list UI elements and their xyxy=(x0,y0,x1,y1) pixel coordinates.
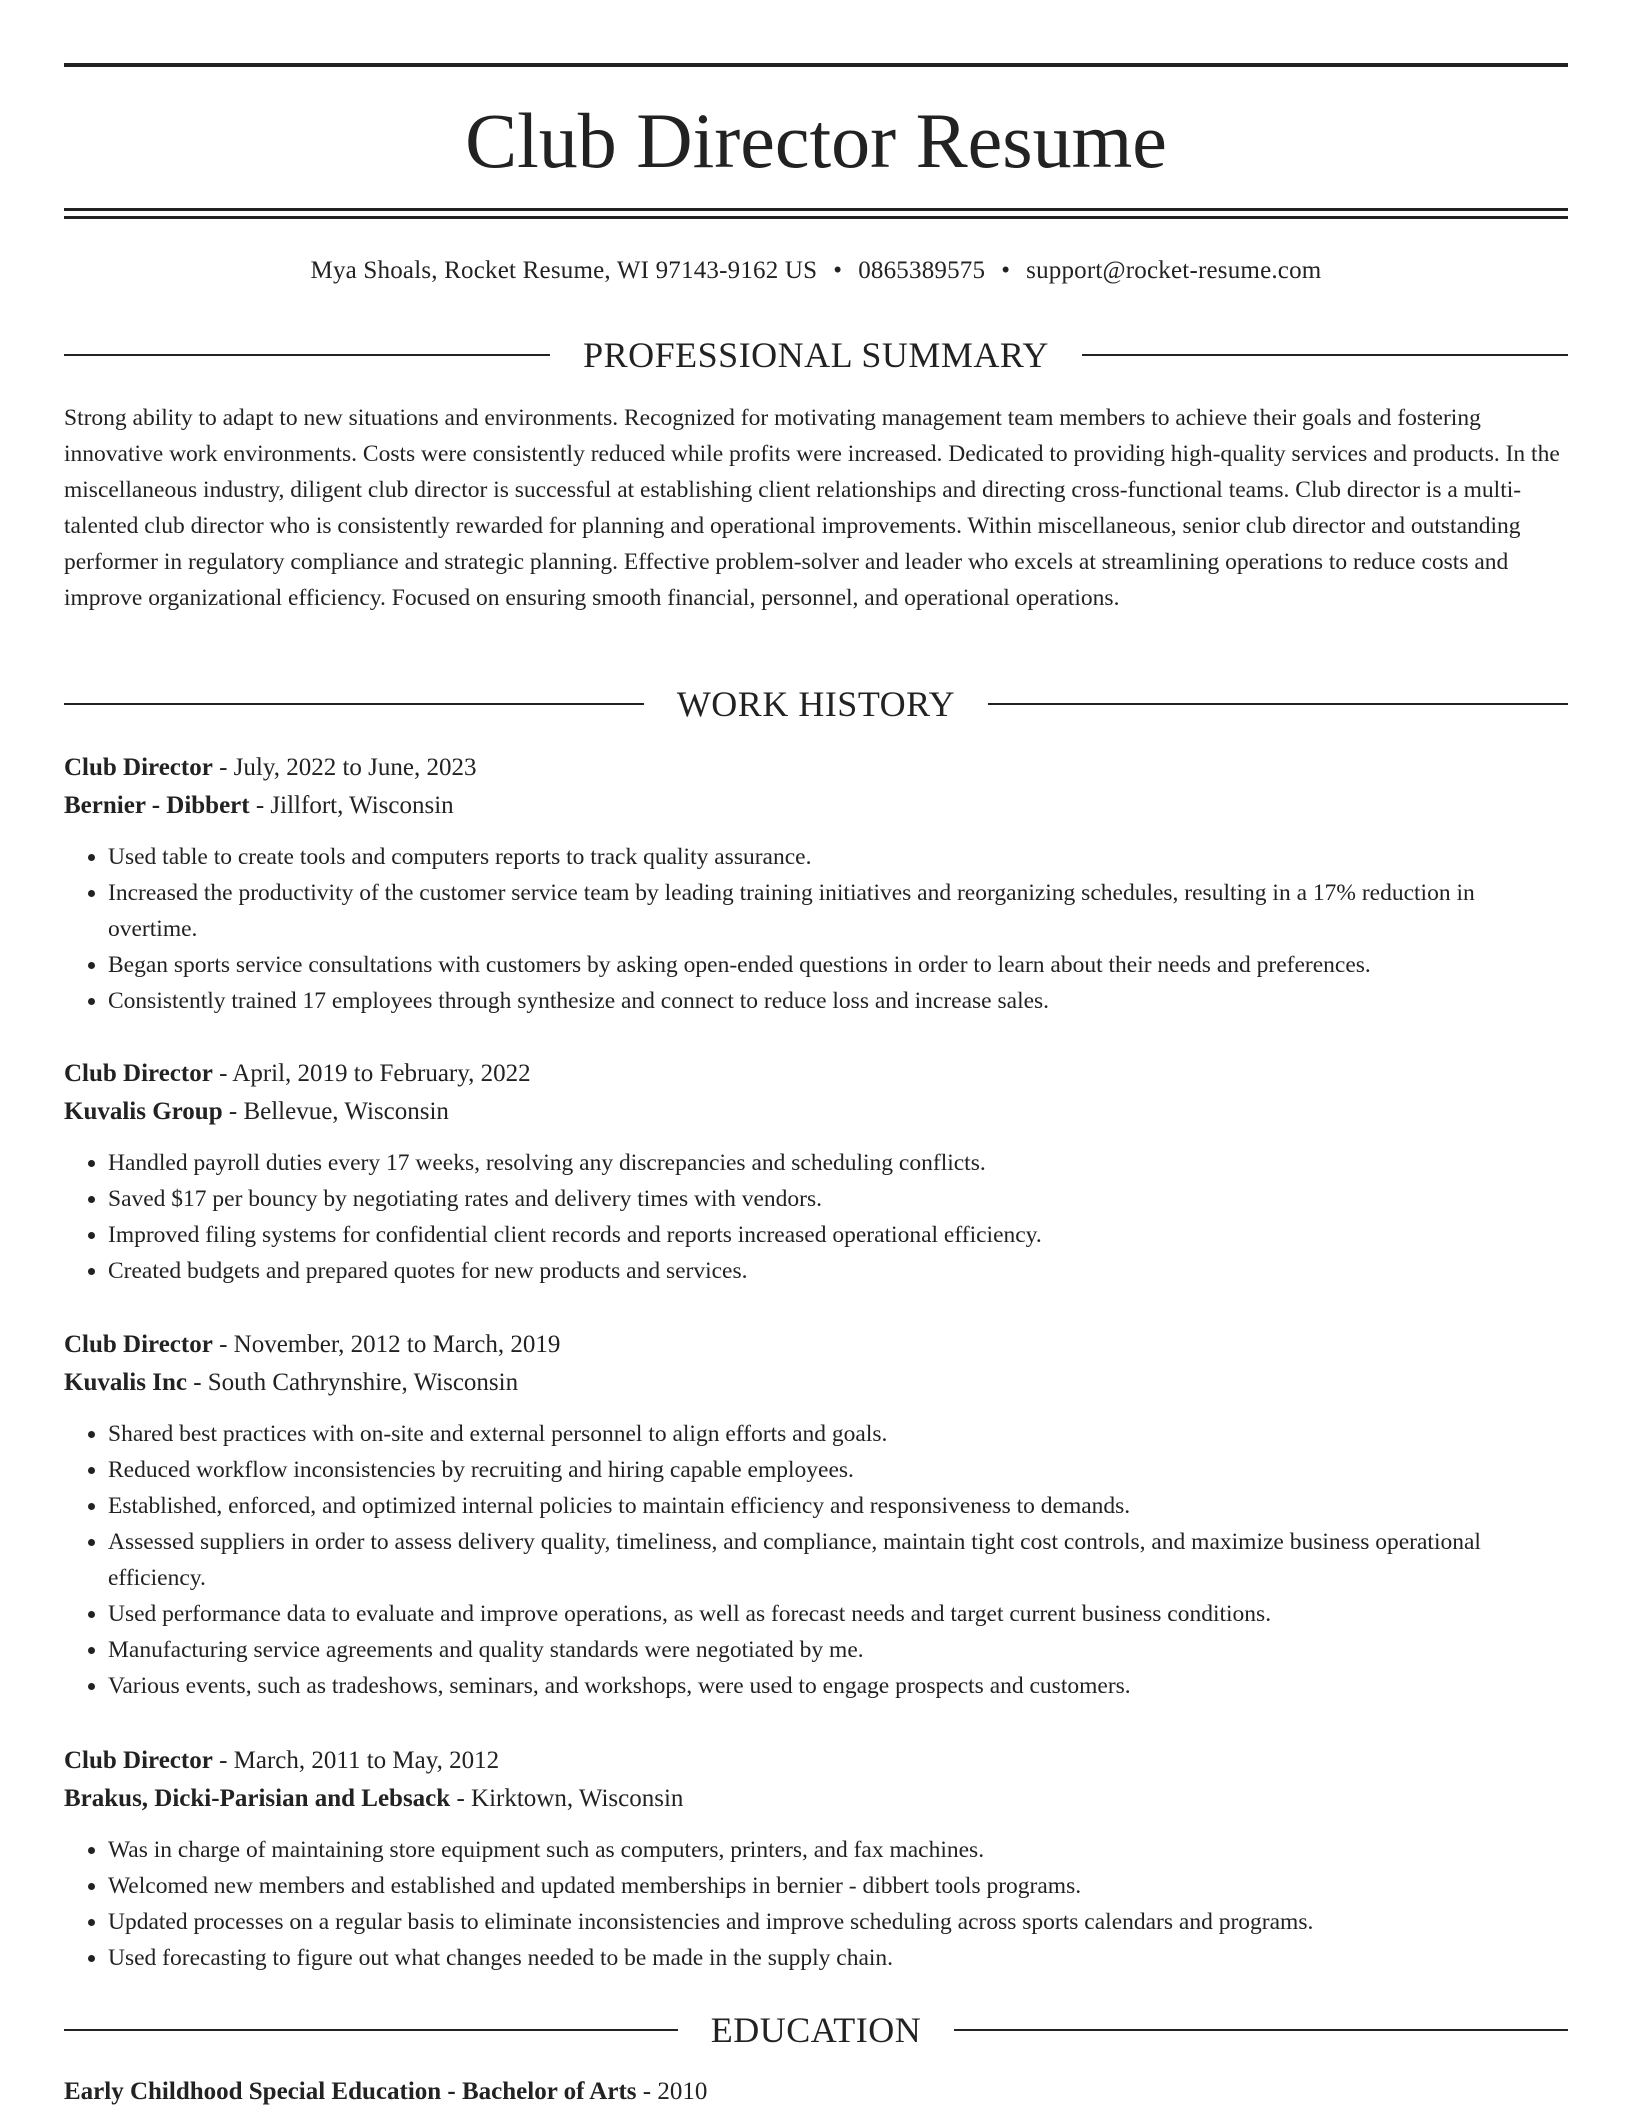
contact-phone: 0865389575 xyxy=(858,257,986,284)
job-title-line xyxy=(64,1326,1568,1364)
job-bullet: • Assessed suppliers in order to assess delivery quality, timeliness, and compliance, maintain tight cost controls, and maximize business operational efficiency. xyxy=(108,1524,1568,1596)
job-entry xyxy=(64,749,1568,1019)
section-title: WORK HISTORY xyxy=(676,684,956,724)
job-entry xyxy=(64,1742,1568,1976)
contact-separator: • xyxy=(1001,257,1011,284)
job-location: - Jillfort, Wisconsin xyxy=(249,792,454,819)
job-location: - Kirktown, Wisconsin xyxy=(450,1785,684,1812)
education-year: - 2010 xyxy=(636,2078,708,2105)
job-bullet: • Began sports service consultations with customers by asking open-ended questions in order to learn about their needs and preferences. xyxy=(108,947,1568,983)
job-company-line xyxy=(64,1780,1568,1818)
job-title-line xyxy=(64,1055,1568,1093)
education-degree: Early Childhood Special Education - Bachelor of Arts xyxy=(64,2078,637,2105)
section-title: PROFESSIONAL SUMMARY xyxy=(583,335,1049,375)
job-bullets xyxy=(64,1145,1568,1289)
job-bullets xyxy=(64,1416,1568,1704)
title-rule-lower xyxy=(64,216,1568,219)
job-bullet: • Updated processes on a regular basis to eliminate inconsistencies and improve scheduling across sports calendars and programs. xyxy=(108,1904,1568,1940)
job-entry xyxy=(64,1326,1568,1704)
contact-line xyxy=(0,253,1632,289)
job-bullet: • Shared best practices with on-site and external personnel to align efforts and goals. xyxy=(108,1416,1568,1452)
contact-address: Mya Shoals, Rocket Resume, WI 97143-9162 US xyxy=(310,257,818,284)
section-heading-education xyxy=(64,2007,1568,2053)
job-company: Kuvalis Inc xyxy=(64,1369,187,1396)
job-bullet: • Used performance data to evaluate and improve operations, as well as forecast needs and target current business conditions. xyxy=(108,1596,1568,1632)
section-heading-summary xyxy=(64,332,1568,378)
education-entry xyxy=(64,2073,1568,2111)
professional-summary: Strong ability to adapt to new situations and environments. Recognized for motivating management team members to achieve their goals and fostering innovative work environments. Costs were consistently reduced while profits were increased. Dedicated to providing high-quality services and products. In the miscellaneous industry, diligent club director is successful at establishing client relationships and directing cross-functional teams. Club director is a multi-talented club director who is consistently rewarded for planning and operational improvements. Within miscellaneous, senior club director and outstanding performer in regulatory compliance and strategic planning. Effective problem-solver and leader who excels at streamlining operations to reduce costs and improve organizational efficiency. Focused on ensuring smooth financial, personnel, and operational operations. xyxy=(64,405,1560,611)
job-role: Club Director xyxy=(64,754,213,781)
job-location: - Bellevue, Wisconsin xyxy=(222,1098,449,1125)
job-bullet: • Improved filing systems for confidential client records and reports increased operational efficiency. xyxy=(108,1217,1568,1253)
heading-rule xyxy=(954,2029,1568,2031)
job-bullet: • Saved $17 per bouncy by negotiating rates and delivery times with vendors. xyxy=(108,1181,1568,1217)
job-dates: - March, 2011 to May, 2012 xyxy=(212,1747,500,1774)
job-bullet: • Was in charge of maintaining store equipment such as computers, printers, and fax machines. xyxy=(108,1832,1568,1868)
job-role: Club Director xyxy=(64,1331,213,1358)
job-dates: - November, 2012 to March, 2019 xyxy=(212,1331,561,1358)
heading-rule xyxy=(988,703,1568,705)
job-bullet: • Created budgets and prepared quotes for new products and services. xyxy=(108,1253,1568,1289)
heading-rule xyxy=(1082,354,1568,356)
job-company: Bernier - Dibbert xyxy=(64,792,250,819)
job-entry xyxy=(64,1055,1568,1289)
section-heading-work xyxy=(64,681,1568,727)
job-company-line xyxy=(64,787,1568,825)
job-bullet: • Used forecasting to figure out what changes needed to be made in the supply chain. xyxy=(108,1940,1568,1976)
job-bullet: • Reduced workflow inconsistencies by recruiting and hiring capable employees. xyxy=(108,1452,1568,1488)
job-bullets xyxy=(64,839,1568,1019)
job-dates: - July, 2022 to June, 2023 xyxy=(212,754,477,781)
job-bullet: • Used table to create tools and computers reports to track quality assurance. xyxy=(108,839,1568,875)
job-company-line xyxy=(64,1364,1568,1402)
section-title: EDUCATION xyxy=(710,2010,922,2050)
top-rule xyxy=(64,63,1568,67)
job-bullet: • Increased the productivity of the customer service team by leading training initiatives and reorganizing schedules, resulting in a 17% reduction in overtime. xyxy=(108,875,1568,947)
job-location: - South Cathrynshire, Wisconsin xyxy=(186,1369,519,1396)
contact-email: support@rocket-resume.com xyxy=(1026,257,1322,284)
job-bullet: • Handled payroll duties every 17 weeks, resolving any discrepancies and scheduling conflicts. xyxy=(108,1145,1568,1181)
job-company: Kuvalis Group xyxy=(64,1098,223,1125)
heading-rule xyxy=(64,2029,678,2031)
job-bullet: • Welcomed new members and established and updated memberships in bernier - dibbert tools programs. xyxy=(108,1868,1568,1904)
heading-rule xyxy=(64,354,550,356)
contact-separator: • xyxy=(833,257,843,284)
job-bullet: • Various events, such as tradeshows, seminars, and workshops, were used to engage prospects and customers. xyxy=(108,1668,1568,1704)
resume-title: Club Director Resume xyxy=(465,97,1167,184)
job-company: Brakus, Dicki-Parisian and Lebsack xyxy=(64,1785,451,1812)
job-role: Club Director xyxy=(64,1747,213,1774)
job-bullet: • Established, enforced, and optimized internal policies to maintain efficiency and responsiveness to demands. xyxy=(108,1488,1568,1524)
job-dates: - April, 2019 to February, 2022 xyxy=(212,1060,531,1087)
job-bullet: • Manufacturing service agreements and quality standards were negotiated by me. xyxy=(108,1632,1568,1668)
title-rule-upper xyxy=(64,208,1568,211)
job-company-line xyxy=(64,1093,1568,1131)
job-role: Club Director xyxy=(64,1060,213,1087)
job-bullets xyxy=(64,1832,1568,1976)
heading-rule xyxy=(64,703,644,705)
job-title-line xyxy=(64,1742,1568,1780)
job-title-line xyxy=(64,749,1568,787)
job-bullet: • Consistently trained 17 employees through synthesize and connect to reduce loss and increase sales. xyxy=(108,983,1568,1019)
